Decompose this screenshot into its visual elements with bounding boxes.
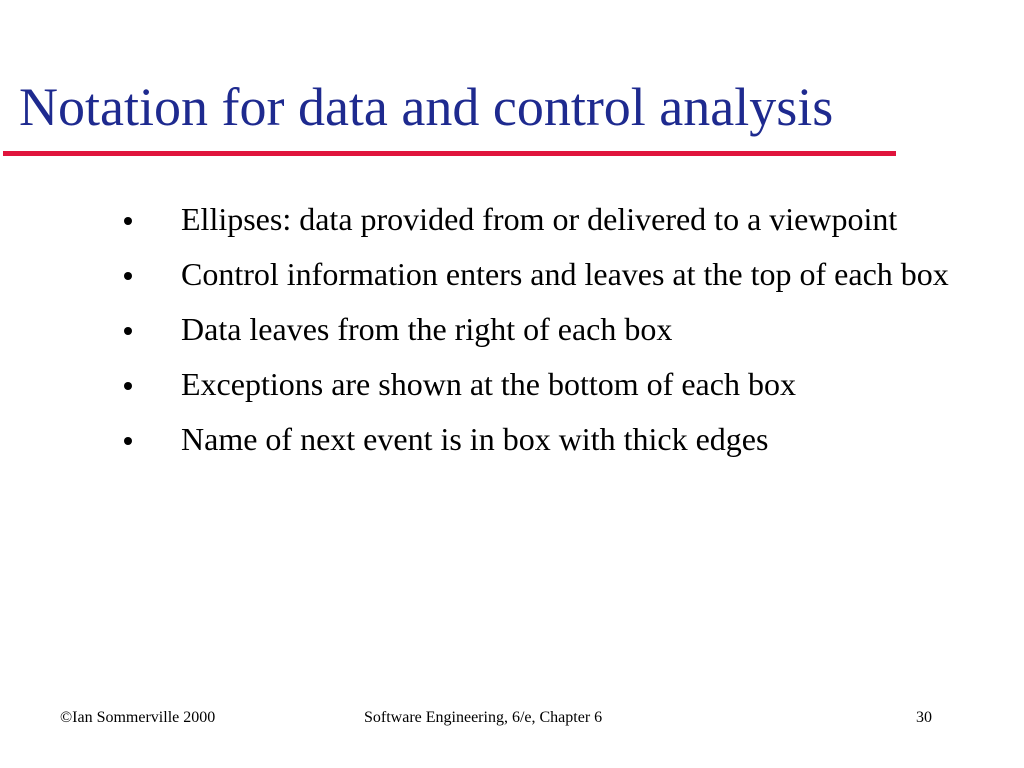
- bullet-icon: [124, 217, 132, 225]
- slide-title: Notation for data and control analysis: [19, 77, 834, 137]
- bullet-text: Ellipses: data provided from or delivered to a viewpoint: [181, 201, 898, 237]
- bullet-text: Exceptions are shown at the bottom of each box: [181, 366, 796, 402]
- title-underline: [3, 151, 896, 156]
- bullet-list: [120, 196, 960, 471]
- footer-page-number: 30: [916, 709, 932, 726]
- bullet-item: [120, 251, 960, 298]
- bullet-icon: [124, 382, 132, 390]
- bullet-text: Data leaves from the right of each box: [181, 311, 673, 347]
- footer-book-title: Software Engineering, 6/e, Chapter 6: [364, 709, 603, 726]
- bullet-text: Control information enters and leaves at the top of each box: [181, 256, 949, 292]
- bullet-item: [120, 361, 960, 408]
- footer-copyright: ©Ian Sommerville 2000: [60, 709, 216, 726]
- bullet-icon: [124, 272, 132, 280]
- bullet-item: [120, 416, 960, 463]
- bullet-text: Name of next event is in box with thick edges: [181, 421, 769, 457]
- bullet-item: [120, 196, 960, 243]
- bullet-icon: [124, 437, 132, 445]
- bullet-icon: [124, 327, 132, 335]
- bullet-item: [120, 306, 960, 353]
